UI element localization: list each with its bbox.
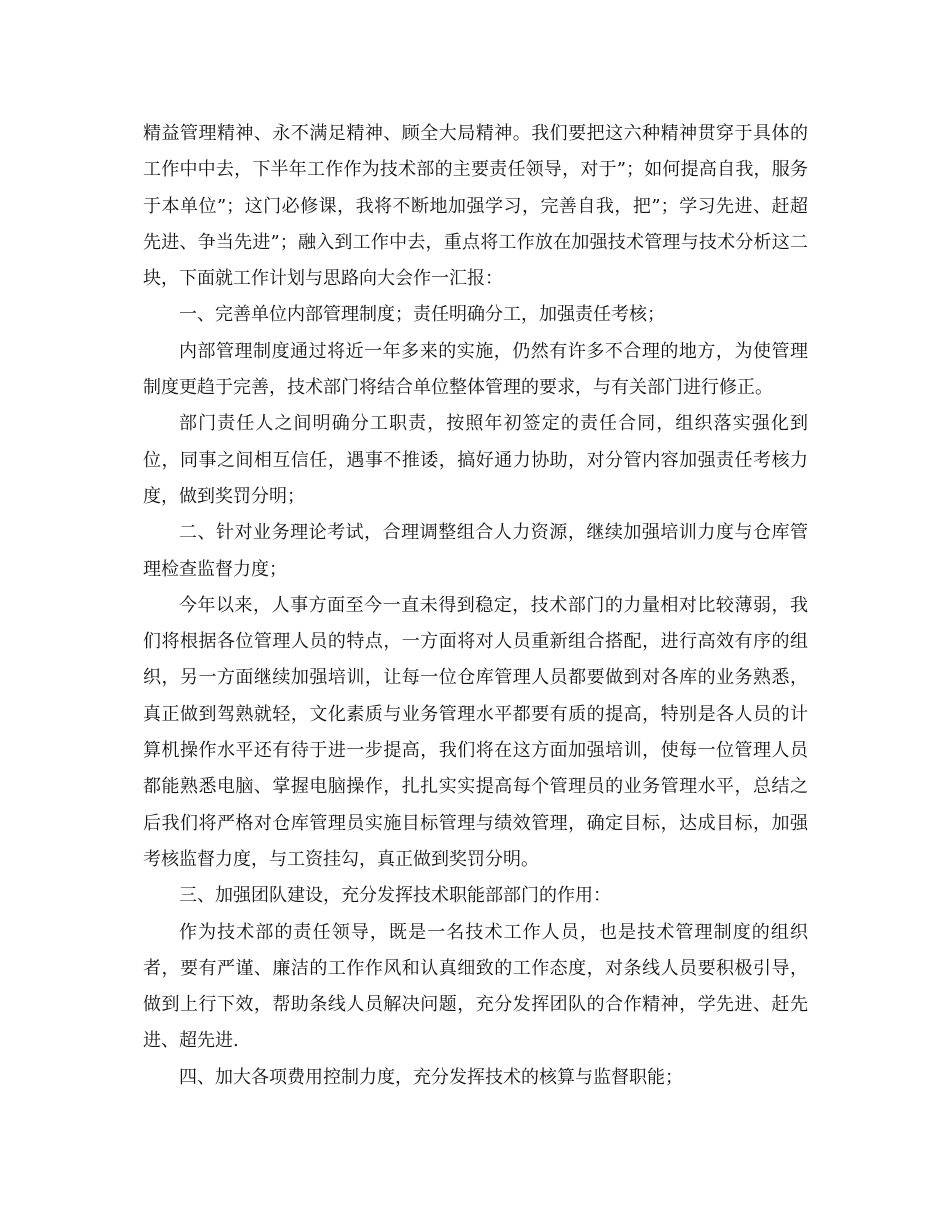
heading-section-1: 一、完善单位内部管理制度；责任明确分工，加强责任考核；: [179, 304, 665, 326]
paragraph-internal-rules: 内部管理制度通过将近一年多来的实施，仍然有许多不合理的地方，为使管理制度更趋于完善，技术部门将结合单位整体管理的要求，与有关部门进行修正。: [143, 340, 808, 399]
paragraph-team: 作为技术部的责任领导，既是一名技术工作人员，也是技术管理制度的组织者，要有严谨、廉洁的工作作风和认真细致的工作态度，对条线人员要积极引导，做到上行下效，帮助条线人员解决问题，充分发挥团队的合作精神，学先进、赶先进、超先进.: [143, 921, 808, 1052]
heading-section-3: 三、加强团队建设，充分发挥技术职能部部门的作用：: [179, 885, 611, 907]
heading-section-4: 四、加大各项费用控制力度，充分发挥技术的核算与监督职能；: [179, 1066, 683, 1088]
paragraph-responsibility: 部门责任人之间明确分工职责，按照年初签定的责任合同，组织落实强化到位，同事之间相互信任，遇事不推诿，搞好通力协助，对分管内容加强责任考核力度，做到奖罚分明；: [143, 413, 808, 507]
document-body: [143, 116, 808, 1096]
heading-section-2: 二、针对业务理论考试，合理调整组合人力资源，继续加强培训力度与仓库管理检查监督力度；: [143, 522, 808, 580]
paragraph-training: 今年以来，人事方面至今一直未得到稳定，技术部门的力量相对比较薄弱，我们将根据各位管理人员的特点，一方面将对人员重新组合搭配，进行高效有序的组织，另一方面继续加强培训，让每一位仓库管理人员都要做到对各库的业务熟悉，真正做到驾熟就轻，文化素质与业务管理水平都要有质的提高，特别是各人员的计算机操作水平还有待于进一步提高，我们将在这方面加强培训，使每一位管理人员都能熟悉电脑、掌握电脑操作，扎扎实实提高每个管理员的业务管理水平，总结之后我们将严格对仓库管理员实施目标管理与绩效管理，确定目标，达成目标，加强考核监督力度，与工资挂勾，真正做到奖罚分明。: [143, 594, 808, 870]
paragraph-intro: 精益管理精神、永不满足精神、顾全大局精神。我们要把这六种精神贯穿于具体的工作中中去，下半年工作作为技术部的主要责任领导，对于”；如何提高自我，服务于本单位”；这门必修课，我将不断地加强学习，完善自我，把”；学习先进、赶超先进、争当先进”；融入到工作中去，重点将工作放在加强技术管理与技术分析这二块，下面就工作计划与思路向大会作一汇报：: [143, 123, 808, 290]
